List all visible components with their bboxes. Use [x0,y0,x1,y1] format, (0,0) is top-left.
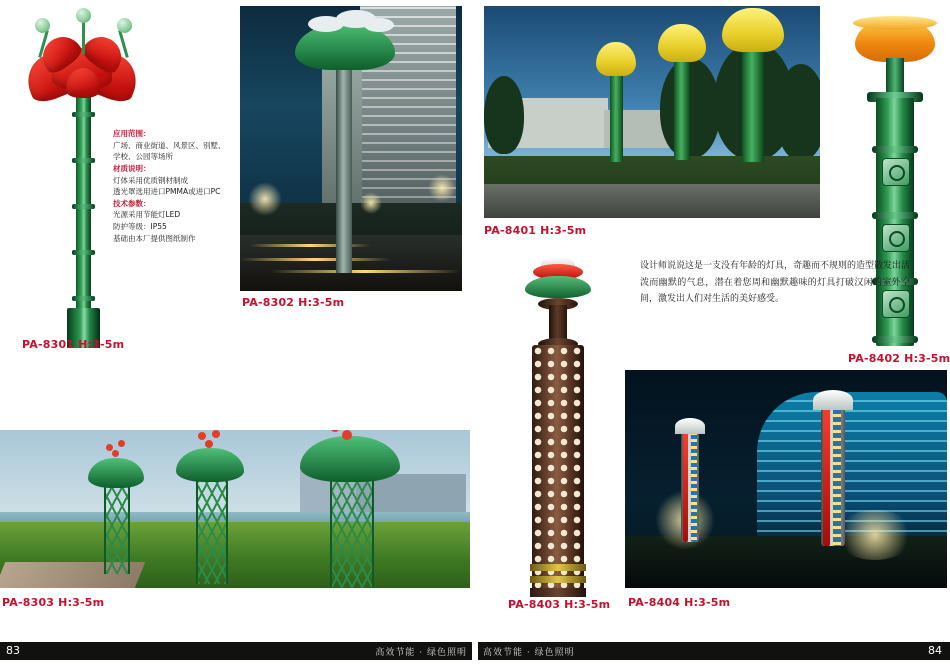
footer-bar-right [475,642,950,660]
designer-note: 设计师说说这是一支没有年龄的灯具，奇趣而不规则的造型散发出活泼而幽默的气息，潜在着您周和幽默趣味的灯具打破汉闲的室外空间，激发出人们对生活的美好感受。 [640,261,911,305]
lamp-bud [342,430,352,440]
spec-line: 灯体采用优质钢材制成 [113,175,188,185]
pole-ring [872,146,918,153]
lamp-bud [205,440,213,448]
street-light-glow [248,182,282,216]
light-streak [270,270,460,273]
lamp-cup-green [525,276,591,298]
tree [484,76,524,154]
caption-pa-8404: PA-8404 H:3-5m [628,596,731,609]
spec-line: 基础由本厂提供图纸制作 [113,233,196,243]
column-band [530,576,586,583]
bulb-stem [82,18,85,54]
spec-line: 光源采用节能灯LED [113,210,181,220]
tree [776,64,820,160]
footer-bar-left [0,642,475,660]
light-streak [240,258,390,261]
pole-ring [72,296,95,301]
lamp-bud [212,430,220,438]
product-illustration-pa-8403 [505,250,615,600]
lamp-stripe-beads [833,406,841,546]
lamp-bulb [35,18,50,33]
spec-text-block [113,128,226,244]
caption-pa-8301: PA-8301 H:3-5m [22,338,125,351]
spec-heading-parameters: 技术参数： [113,198,151,208]
cloud-ornament [364,18,394,32]
pole-ring [72,204,95,209]
lamp-bulb [117,18,132,33]
spec-line: 防护等级：IP55 [113,222,167,231]
lamp-pole [674,54,690,160]
lamp-bud [106,444,113,451]
footer-gutter [472,642,478,660]
pole-emblem [882,158,910,186]
column-base [530,588,586,597]
footer-text-right: 高效节能 · 绿色照明 [483,648,575,658]
pole-ring [872,212,918,219]
pole-ring [72,158,95,163]
lamp-cup-rim [853,16,937,30]
product-photo-pa-8401 [484,6,820,218]
spec-heading-material: 材质说明： [113,163,151,173]
product-photo-pa-8302 [240,6,462,291]
lamp-pole [610,70,623,162]
street-light-glow [428,174,456,202]
lamp-stripe-beads [691,432,697,542]
lamp-bud [112,450,119,457]
caption-pa-8302: PA-8302 H:3-5m [242,296,345,309]
street-light-glow [360,192,382,214]
pole-ring [72,112,95,117]
spec-heading-application: 应用范围： [113,129,151,138]
caption-pa-8402: PA-8402 H:3-5m [848,352,950,365]
lamp-lattice-pole [104,486,130,574]
lamp-dome [675,418,705,434]
product-photo-pa-8404 [625,370,947,588]
page-footer [0,642,950,664]
footer-text-left: 高效节能 · 绿色照明 [375,648,467,658]
column-band [530,564,586,571]
lamp-bud [118,440,125,447]
lamp-bulb [76,8,91,23]
lamp-pole [742,42,764,162]
pole-ring [872,336,918,343]
tree [660,58,720,158]
lamp-cup [596,42,636,76]
lamp-lattice-pole [196,480,228,584]
lamp-flower-head [88,458,144,488]
lamp-bud [198,432,206,440]
lamp-dome [813,390,853,410]
lamp-stripe-red [823,406,830,546]
caption-pa-8401: PA-8401 H:3-5m [484,224,587,237]
road [484,184,820,218]
spec-line: 透光罩选用进口PMMA或进口PC [113,187,221,197]
lamp-cup [722,8,784,52]
lamp-stripe-red [683,432,688,542]
lamp-lattice-pole [330,478,374,588]
page-number-left: 83 [6,644,20,657]
product-photo-pa-8303 [0,430,470,588]
spec-line: 广场、商业街道、风景区、别墅、 [113,140,226,150]
spec-line: 学校、公园等场所 [113,152,173,162]
light-glow [835,510,915,560]
caption-pa-8303: PA-8303 H:3-5m [2,596,105,609]
lamp-cup [658,24,706,62]
lamp-pole [336,58,352,273]
pole-emblem [882,224,910,252]
lamp-column [532,345,584,593]
light-streak [250,244,370,247]
caption-pa-8403: PA-8403 H:3-5m [508,598,611,611]
pole-ring [72,250,95,255]
page-number-right: 84 [928,644,942,657]
